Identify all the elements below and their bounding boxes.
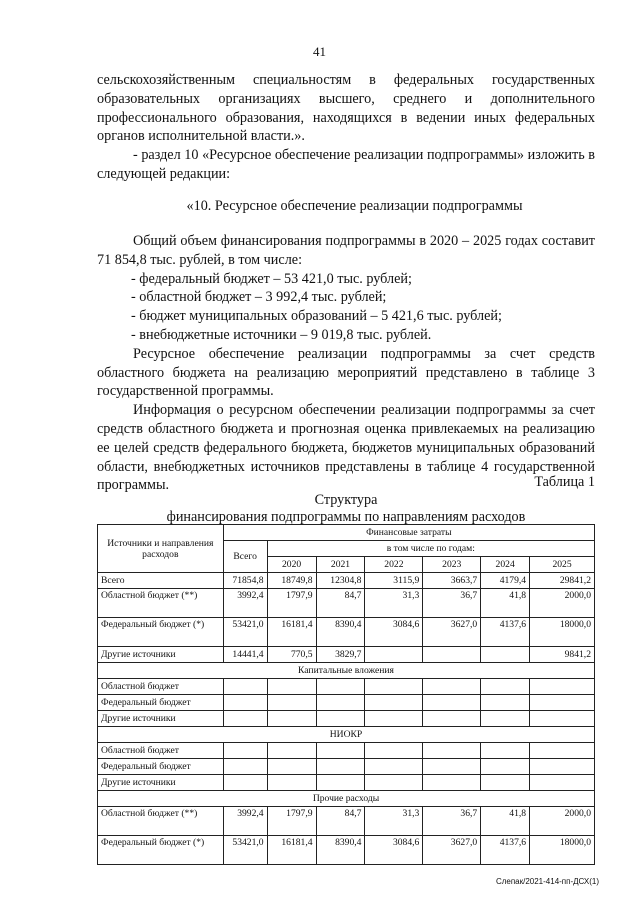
table-row: Федеральный бюджет: [98, 759, 595, 775]
regional-paragraph: Ресурсное обеспечение реализации подпрограммы за счет средств областного бюджета на реализацию мероприятий представлено в таблице 3 государственной программы.: [97, 345, 595, 400]
table-row: Другие источники 14441,4 770,5 3829,7 9841,2: [98, 647, 595, 663]
table-row: Областной бюджет: [98, 679, 595, 695]
list-item: - бюджет муниципальных образований – 5 421,6 тыс. рублей;: [131, 308, 502, 325]
financing-table: [97, 524, 595, 865]
financing-text: [97, 232, 595, 495]
table-row: Федеральный бюджет (*) 53421,0 16181,4 8390,4 3084,6 3627,0 4137,6 18000,0: [98, 618, 595, 647]
header-year: 2021: [316, 557, 365, 573]
table-row: Всего 71854,8 18749,8 12304,8 3115,9 3663,7 4179,4 29841,2: [98, 573, 595, 589]
continuation-paragraph: сельскохозяйственным специальностям в федеральных государственных образовательных организациях высшего, среднего и дополнительного профессионального образования, находящихся в ведении иных федеральных органов исполнительной власти.». - раздел 10 «Ресурсное обеспечение реализации подпрограммы» изложить в следующей редакции:: [97, 72, 595, 182]
section-heading: «10. Ресурсное обеспечение реализации подпрограммы: [186, 198, 523, 214]
list-item: - федеральный бюджет – 53 421,0 тыс. рублей;: [131, 270, 412, 287]
funding-list: [97, 270, 595, 345]
table-row: Другие источники: [98, 711, 595, 727]
header-years-group: в том числе по годам:: [267, 541, 594, 557]
section-row-capital: Капитальные вложения: [98, 663, 595, 679]
page-number: 41: [313, 44, 326, 59]
header-year: 2025: [530, 557, 595, 573]
table-row: Областной бюджет (**) 3992,4 1797,9 84,7 31,3 36,7 41,8 2000,0: [98, 807, 595, 836]
list-item: - областной бюджет – 3 992,4 тыс. рублей;: [131, 289, 387, 306]
header-year: 2022: [365, 557, 423, 573]
header-year: 2024: [481, 557, 530, 573]
section-row-other: Прочие расходы: [98, 791, 595, 807]
footer-code: Слепак/2021-414-пп-ДСХ(1): [495, 877, 599, 886]
header-year: 2020: [267, 557, 316, 573]
table-row: Федеральный бюджет: [98, 695, 595, 711]
table-label: Таблица 1: [534, 474, 595, 490]
header-year: 2023: [423, 557, 481, 573]
table-caption: Структура финансирования подпрограммы по направлениям расходов: [166, 492, 526, 525]
section-row-niokr: НИОКР: [98, 727, 595, 743]
table-row: Федеральный бюджет (*) 53421,0 16181,4 8390,4 3084,6 3627,0 4137,6 18000,0: [98, 836, 595, 865]
list-item: - внебюджетные источники – 9 019,8 тыс. рублей.: [131, 326, 432, 343]
table-row: Областной бюджет: [98, 743, 595, 759]
header-sources: Источники и направления расходов: [98, 525, 224, 573]
total-paragraph: Общий объем финансирования подпрограммы в 2020 – 2025 годах составит 71 854,8 тыс. рублей, в том числе:: [97, 233, 595, 268]
table-row: Другие источники: [98, 775, 595, 791]
header-costs: Финансовые затраты: [223, 525, 594, 541]
info-paragraph: Информация о ресурсном обеспечении реализации подпрограммы за счет средств областного бюджета и прогнозная оценка привлекаемых на реализацию ее целей средств федерального бюджета, бюджетов муниципальных образований области, внебюджетных источников представлены в таблице 4 государственной программы.: [97, 402, 595, 494]
header-total: Всего: [223, 541, 267, 573]
table-row: Областной бюджет (**) 3992,4 1797,9 84,7 31,3 36,7 41,8 2000,0: [98, 589, 595, 618]
